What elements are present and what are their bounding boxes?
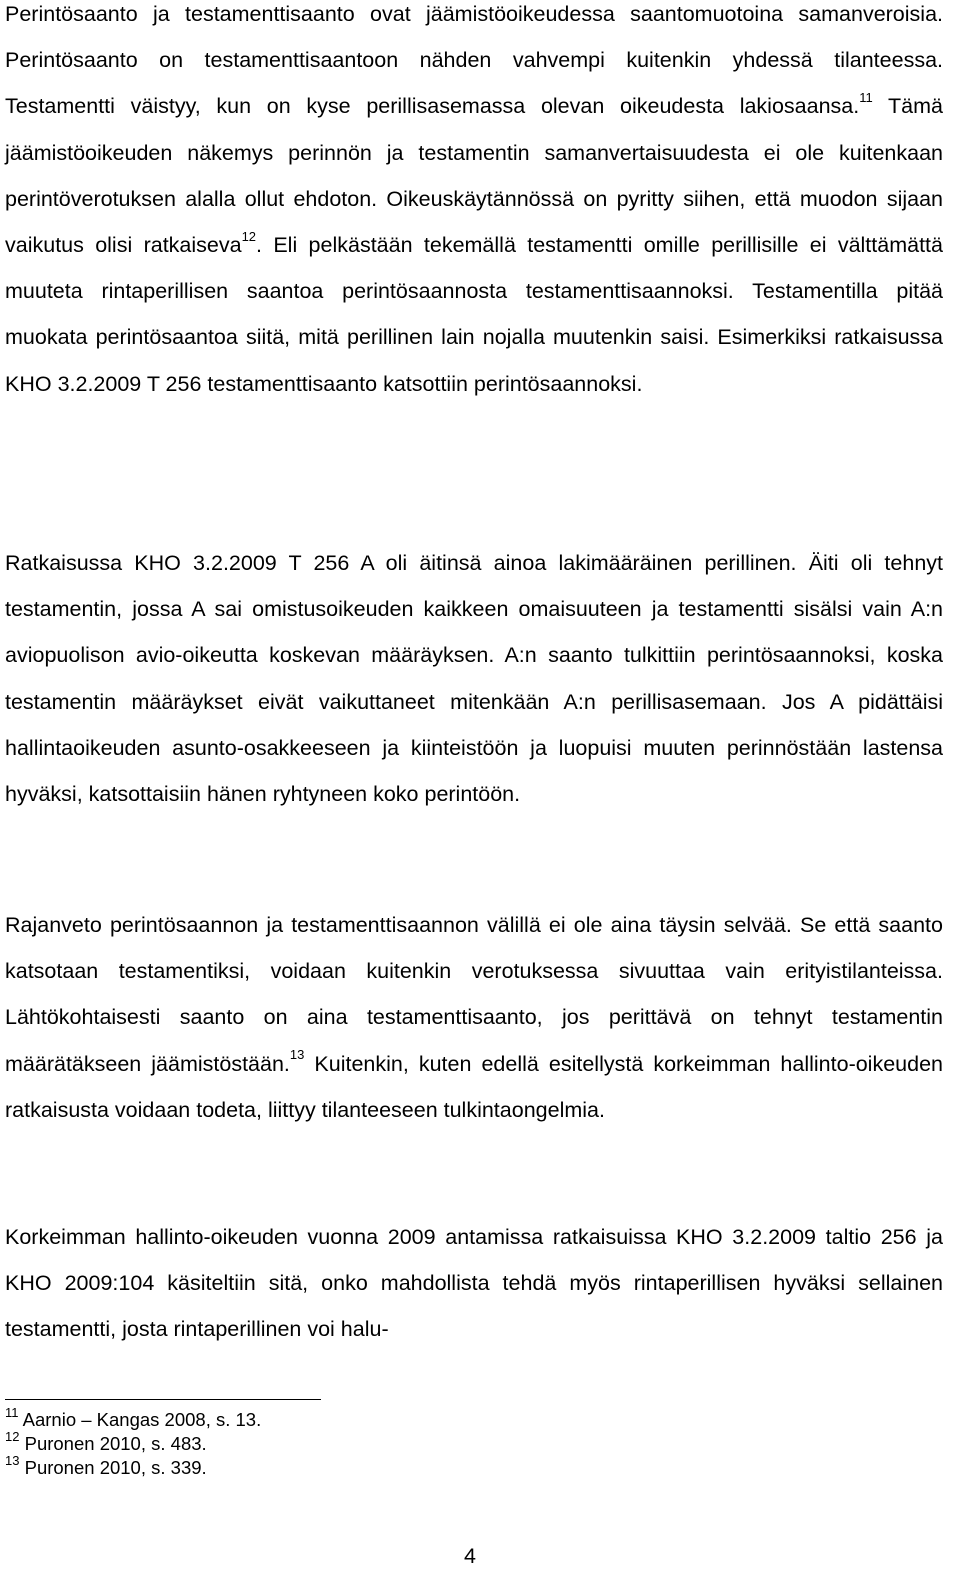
footnote-number: 13 xyxy=(5,1452,20,1468)
footnote-ref-12: 12 xyxy=(241,228,257,244)
paragraph-3-text-a: Rajanveto perintösaannon ja testamenttisaannon välillä ei ole aina täysin selvää. Se että saanto katsotaan testamentiksi, voidaan kuitenkin verotuksessa sivuuttaa vain erityistilanteissa. Lähtökohtaisesti saanto on aina testamenttisaanto, jos perittävä on tehnyt testamentin määrätäkseen jäämistöstään. xyxy=(5,913,943,1076)
footnote-text: Puronen 2010, s. 483. xyxy=(24,1433,207,1454)
footnote-12 xyxy=(5,1428,605,1456)
footnote-text: Puronen 2010, s. 339. xyxy=(24,1457,207,1478)
paragraph-3 xyxy=(5,902,943,1133)
page-number: 4 xyxy=(464,1544,476,1568)
footnote-number: 12 xyxy=(5,1428,20,1444)
footnote-13 xyxy=(5,1452,605,1480)
paragraph-1-text-c: . Eli pelkästään tekemällä testamentti omille perillisille ei välttämättä muuteta rintaperillisen saantoa perintösaannosta testamenttisaannoksi. Testamentilla pitää muokata perintösaantoa siitä, mitä perillinen lain nojalla muutenkin saisi. Esimerkiksi ratkaisussa KHO 3.2.2009 T 256 testamenttisaanto katsottiin perintösaannoksi. xyxy=(5,233,943,396)
paragraph-3-text-b: Kuitenkin, kuten edellä esitellystä korkeimman hallinto-oikeuden ratkaisusta voidaan todeta, liittyy tilanteeseen tulkintaongelmia. xyxy=(5,1051,943,1122)
footnote-separator xyxy=(5,1399,321,1400)
footnote-ref-11: 11 xyxy=(859,90,873,106)
footnote-text: Aarnio – Kangas 2008, s. 13. xyxy=(22,1409,262,1430)
paragraph-1 xyxy=(5,0,943,407)
paragraph-4: Korkeimman hallinto-oikeuden vuonna 2009 antamissa ratkaisuissa KHO 3.2.2009 taltio 256 ja KHO 2009:104 käsiteltiin sitä, onko mahdollista tehdä myös rintaperillisen hyväksi sellainen testamentti, josta rintaperillinen voi halu- xyxy=(5,1225,943,1342)
footnote-11 xyxy=(5,1404,605,1432)
footnote-ref-13: 13 xyxy=(289,1047,305,1063)
paragraph-1-text-b: Tämä jäämistöoikeuden näkemys perinnön ja testamentin samanvertaisuudesta ei ole kuitenkaan perintöverotuksen alalla ollut ehdoton. Oikeuskäytännössä on pyritty siihen, että muodon sijaan vaikutus olisi ratkaiseva xyxy=(5,94,943,258)
footnotes xyxy=(5,1404,605,1480)
footnote-number: 11 xyxy=(5,1404,19,1420)
paragraph-1-text-a: Perintösaanto ja testamenttisaanto ovat jäämistöoikeudessa saantomuotoina samanveroisia. Perintösaanto on testamenttisaantoon nähden vahvempi kuitenkin yhdessä tilanteessa. Testamentti väistyy, kun on kyse perillisasemassa olevan oikeudesta lakiosaansa. xyxy=(5,2,943,119)
paragraph-2: Ratkaisussa KHO 3.2.2009 T 256 A oli äitinsä ainoa lakimääräinen perillinen. Äiti oli tehnyt testamentin, jossa A sai omistusoikeuden kaikkeen omaisuuteen ja testamentti sisälsi vain A:n aviopuolison avio-oikeutta koskevan määräyksen. A:n saanto tulkittiin perintösaannoksi, koska testamentin määräykset eivät vaikuttaneet mitenkään A:n perillisasemaan. Jos A pidättäisi hallintaoikeuden asunto-osakkeeseen ja kiinteistöön ja luopuisi muuten perinnöstään lastensa hyväksi, katsottaisiin hänen ryhtyneen koko perintöön. xyxy=(5,551,943,807)
